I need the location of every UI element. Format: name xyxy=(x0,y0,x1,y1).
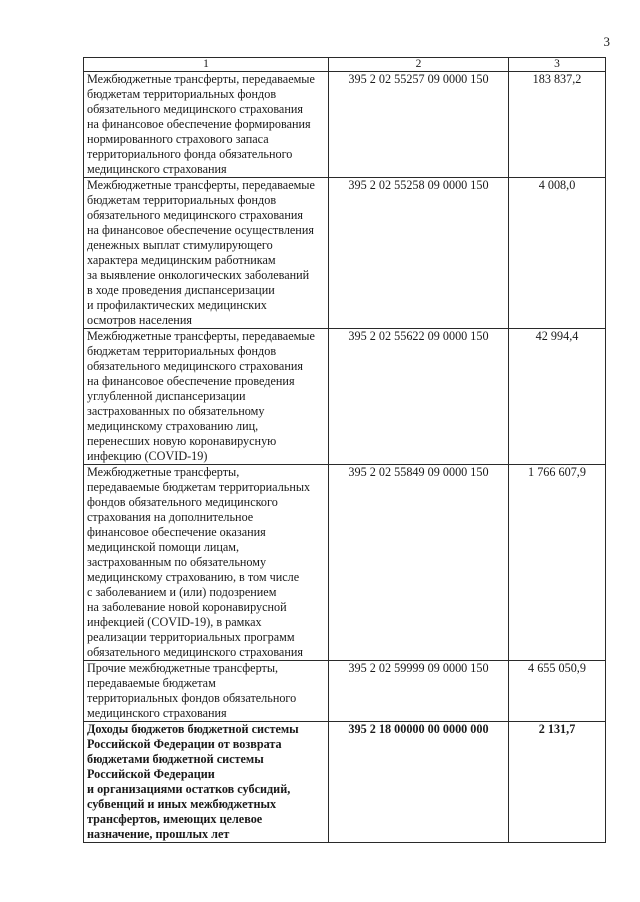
row-amount: 1 766 607,9 xyxy=(509,465,606,661)
header-col-1: 1 xyxy=(84,58,329,72)
row-code: 395 2 02 55849 09 0000 150 xyxy=(329,465,509,661)
table-row xyxy=(84,72,606,178)
page-number: 3 xyxy=(603,34,610,49)
row-amount: 42 994,4 xyxy=(509,329,606,465)
revenue-table xyxy=(83,57,606,843)
row-code: 395 2 02 55622 09 0000 150 xyxy=(329,329,509,465)
table-row xyxy=(84,329,606,465)
row-description: Межбюджетные трансферты, передаваемые бюджетам территориальных фондов обязательного медицинского страхования на финансовое обеспечение осуществления денежных выплат стимулирующего характера медицинским работникам за выявление онкологических заболеваний в ходе проведения диспансеризации и профилактических медицинских осмотров населения xyxy=(84,178,329,329)
header-col-3: 3 xyxy=(509,58,606,72)
row-amount: 4 655 050,9 xyxy=(509,661,606,722)
row-amount: 2 131,7 xyxy=(509,722,606,843)
row-code: 395 2 02 59999 09 0000 150 xyxy=(329,661,509,722)
row-code: 395 2 18 00000 00 0000 000 xyxy=(329,722,509,843)
row-description: Прочие межбюджетные трансферты, передаваемые бюджетам территориальных фондов обязательного медицинского страхования xyxy=(84,661,329,722)
row-code: 395 2 02 55257 09 0000 150 xyxy=(329,72,509,178)
row-description: Межбюджетные трансферты, передаваемые бюджетам территориальных фондов обязательного медицинского страхования на финансовое обеспечение проведения углубленной диспансеризации застрахованных по обязательному медицинскому страхованию лиц, перенесших новую коронавирусную инфекцию (COVID-19) xyxy=(84,329,329,465)
header-col-2: 2 xyxy=(329,58,509,72)
table-row-total xyxy=(84,722,606,843)
row-description: Межбюджетные трансферты, передаваемые бюджетам территориальных фондов обязательного медицинского страхования на финансовое обеспечение формирования нормированного страхового запаса территориального фонда обязательного медицинского страхования xyxy=(84,72,329,178)
row-description: Межбюджетные трансферты, передаваемые бюджетам территориальных фондов обязательного медицинского страхования на дополнительное финансовое обеспечение оказания медицинской помощи лицам, застрахованным по обязательному медицинскому страхованию, в том числе с заболеванием и (или) подозрением на заболевание новой коронавирусной инфекцией (COVID-19), в рамках реализации территориальных программ обязательного медицинского страхования xyxy=(84,465,329,661)
row-amount: 4 008,0 xyxy=(509,178,606,329)
table-row xyxy=(84,178,606,329)
header-row xyxy=(84,58,606,72)
row-amount: 183 837,2 xyxy=(509,72,606,178)
table-row xyxy=(84,465,606,661)
table-row xyxy=(84,661,606,722)
row-code: 395 2 02 55258 09 0000 150 xyxy=(329,178,509,329)
row-description: Доходы бюджетов бюджетной системы Российской Федерации от возврата бюджетами бюджетной системы Российской Федерации и организациями остатков субсидий, субвенций и иных межбюджетных трансфертов, имеющих целевое назначение, прошлых лет xyxy=(84,722,329,843)
